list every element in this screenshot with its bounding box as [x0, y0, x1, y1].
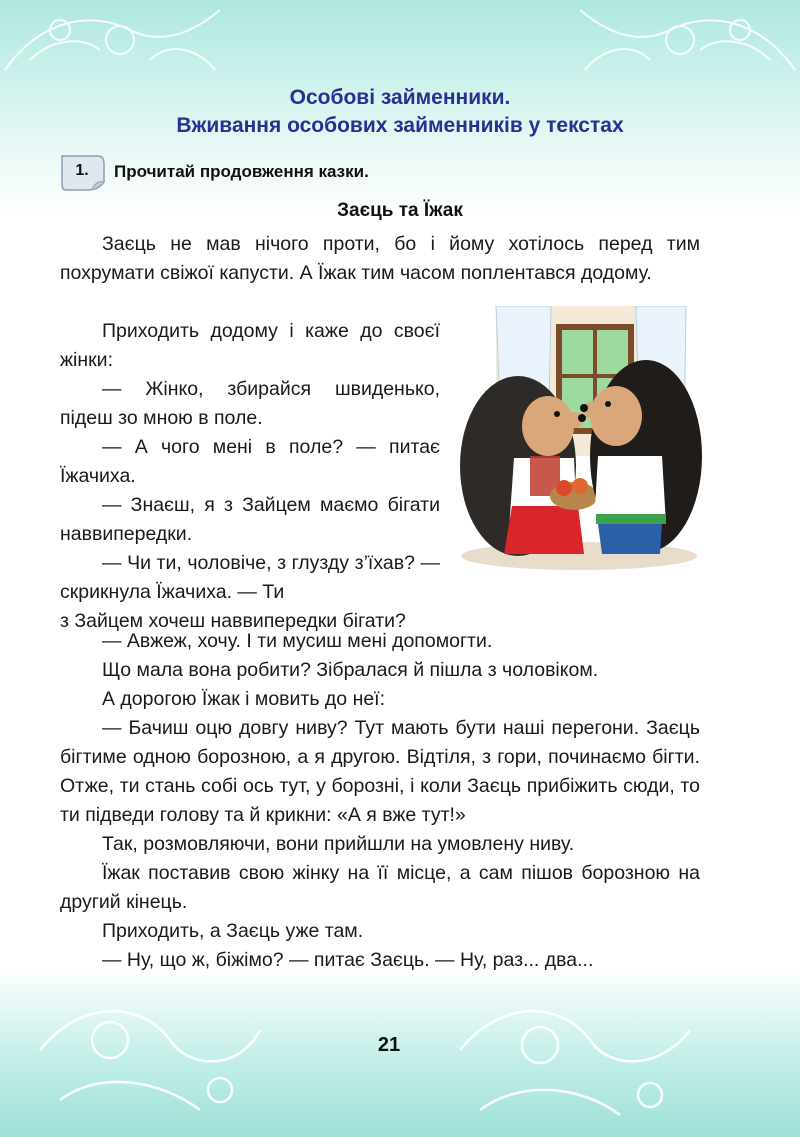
ornament-bottom-icon: [0, 990, 800, 1137]
story-paragraph: Так, розмовляючи, вони прийшли на умовлену ниву.: [102, 833, 575, 855]
story-paragraph: А дорогою Їжак і мовить до неї:: [102, 688, 386, 710]
task-instruction: Прочитай продовження казки.: [114, 162, 369, 181]
task-number: 1.: [75, 162, 89, 179]
task-number-badge: [58, 152, 106, 192]
task-heading: [58, 152, 369, 192]
story-paragraph: — Чи ти, чоловіче, з глузду з’їхав? — скрикнула Їжачиха. — Ти: [60, 552, 440, 603]
page-title-line-1: Особові займенники.: [289, 86, 511, 109]
hedgehogs-illustration: [456, 306, 702, 572]
page-number: [0, 1034, 760, 1057]
story-paragraph: — А чого мені в поле? — питає Їжачиха.: [60, 436, 440, 487]
story-text-bottom: [60, 627, 700, 975]
story-paragraph: — Авжеж, хочу. І ти мусиш мені допомогти.: [102, 630, 493, 652]
story-paragraph-continued: з Зайцем хочеш наввипередки бігати?: [60, 610, 406, 632]
page-title-line-2: Вживання особових займенників у текстах: [176, 114, 624, 137]
story-paragraph: Приходить, а Заєць уже там.: [102, 920, 364, 942]
story-text-top: [60, 230, 700, 288]
story-paragraph: — Бачиш оцю довгу ниву? Тут мають бути наші перегони. Заєць бігтиме одною борозною, а я другою. Відтіля, з гори, починаємо бігти. Отже, ти стань собі ось тут, у борозні, і коли Заєць прибіжить сюди, то ти підведи голову та й крикни: «А я вже тут!»: [60, 717, 700, 826]
story-paragraph: Їжак поставив свою жінку на її місце, а сам пішов борозною на другий кінець.: [60, 862, 700, 913]
story-title-text: Заєць та Їжак: [337, 200, 463, 221]
story-title: [0, 200, 760, 222]
page-number-text: 21: [377, 1034, 401, 1056]
ornament-top-left-icon: [0, 0, 230, 90]
story-paragraph: — Знаєш, я з Зайцем маємо бігати наввипередки.: [60, 494, 440, 545]
story-paragraph: — Ну, що ж, біжімо? — питає Заєць. — Ну, раз... два...: [102, 949, 594, 971]
ornament-top-right-icon: [560, 0, 800, 90]
story-paragraph: — Жінко, збирайся швиденько, підеш зо мною в поле.: [60, 378, 440, 429]
page-title: [0, 84, 800, 140]
story-paragraph: Заєць не мав нічого проти, бо і йому хотілось перед тим похрумати свіжої капусти. А Їжак тим часом поплентався додому.: [60, 233, 700, 284]
story-paragraph: Приходить додому і каже до своєї жінки:: [60, 320, 440, 371]
story-paragraph: Що мала вона робити? Зібралася й пішла з чоловіком.: [102, 659, 599, 681]
